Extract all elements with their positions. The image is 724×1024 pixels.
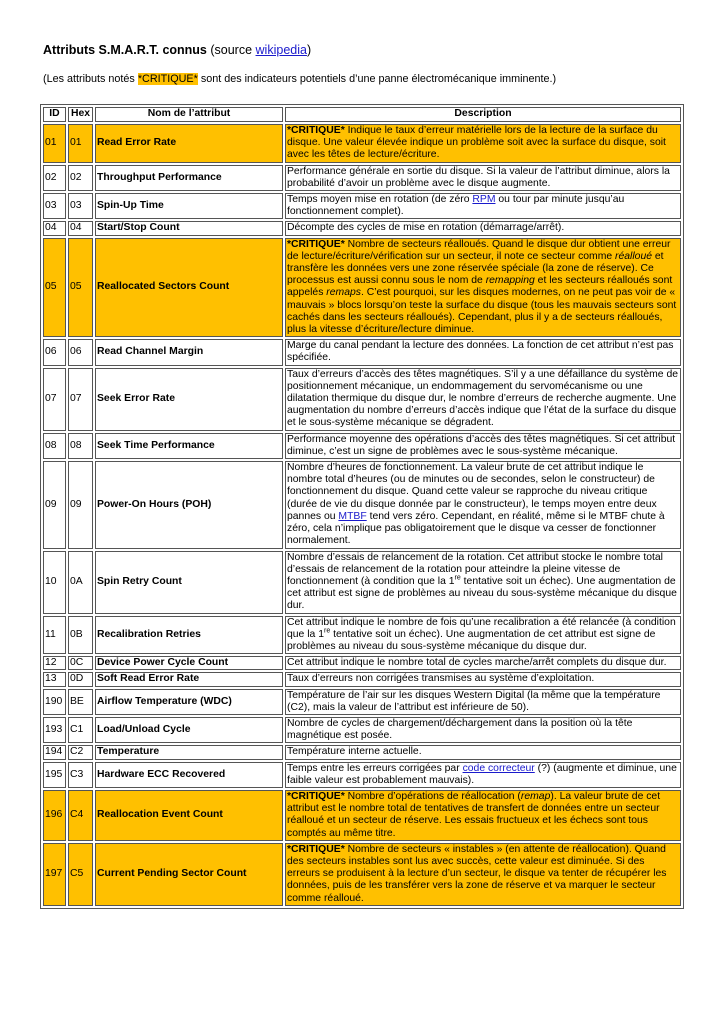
attribute-description-cell: [285, 689, 681, 715]
critical-highlight: *CRITIQUE*: [137, 73, 198, 85]
attribute-id-cell: 13: [43, 672, 66, 686]
attribute-name-cell: Seek Time Performance: [95, 433, 283, 459]
italic-term: remap: [520, 790, 551, 802]
description-text: Température interne actuelle.: [287, 746, 422, 758]
attribute-hex-cell: C5: [68, 843, 93, 906]
description-text: Nombre d’opérations de réallocation (: [344, 790, 521, 802]
description-text: Indique le taux d’erreur matérielle lors de la lecture de la surface du disque. Une valeur élevée indique un problème soit avec la surface du disque, soit avec les têtes de lecture/écriture.: [287, 125, 666, 161]
description-text: Nombre d’essais de relancement de la rotation. Cet attribut stocke le nombre total d’essais de relancement de la rotation pour atteindre la pleine vitesse de fonctionnement (à condition que la 1: [287, 551, 663, 587]
attribute-name-cell: Load/Unload Cycle: [95, 717, 283, 743]
attribute-hex-cell: 06: [68, 339, 93, 365]
table-row: [43, 221, 681, 235]
attribute-id-cell: 08: [43, 433, 66, 459]
description-text: tentative soit un échec). Une augmentation de cet attribut est signe de problèmes au niveau du sous-système mécanique du disque dur.: [287, 628, 656, 652]
attribute-id-cell: 190: [43, 689, 66, 715]
attribute-name-cell: Power-On Hours (POH): [95, 461, 283, 548]
attribute-hex-cell: 01: [68, 124, 93, 163]
table-row: [43, 762, 681, 788]
table-row: [43, 843, 681, 906]
description-text: Nombre d’heures de fonctionnement. La valeur brute de cet attribut indique le nombre total d’heures (ou de minutes ou de secondes, selon le constructeur) de fonctionnement du disque. Quand cette valeur se rapproche du niveau critique (durée de vie du disque donnée par le constructeur), le temps moyen entre deux pannes ou: [287, 462, 657, 522]
description-text: Taux d’erreurs non corrigées transmises au système d’exploitation.: [287, 673, 595, 685]
attribute-hex-cell: 09: [68, 461, 93, 548]
source-prefix: (source: [206, 43, 256, 57]
attribute-description-cell: [285, 717, 681, 743]
header-id: ID: [43, 107, 66, 122]
table-row: [43, 745, 681, 759]
table-row: [43, 165, 681, 191]
table-row: [43, 193, 681, 219]
attribute-hex-cell: 0A: [68, 551, 93, 614]
attribute-description-cell: [285, 551, 681, 614]
critical-label: *CRITIQUE*: [287, 238, 345, 250]
description-text: Marge du canal pendant la lecture des données. La fonction de cet attribut n’est pas spécifiée.: [287, 340, 674, 364]
attribute-id-cell: 11: [43, 616, 66, 655]
attribute-description-cell: [285, 672, 681, 686]
critical-label: *CRITIQUE*: [287, 790, 345, 802]
source-suffix: ): [306, 43, 312, 57]
attribute-name-cell: Throughput Performance: [95, 165, 283, 191]
description-text: . C’est pourquoi, sur les disques modernes, on ne peut pas voir de « mauvais » blocs lorsqu’on teste la surface du disque (tous les mauvais secteurs sont cachés dans les secteurs réalloués). Cependant, plus il y a de secteurs réalloués, plus la vitesse d’écriture/lecture diminue.: [287, 287, 677, 336]
header-hex: Hex: [68, 107, 93, 122]
attribute-hex-cell: 0B: [68, 616, 93, 655]
attribute-description-cell: [285, 433, 681, 459]
description-link[interactable]: RPM: [472, 194, 496, 206]
attribute-hex-cell: C4: [68, 790, 93, 841]
description-link[interactable]: code correcteur: [462, 762, 535, 774]
table-header-row: [43, 107, 681, 122]
title-text: Attributs S.M.A.R.T. connus: [43, 43, 207, 57]
description-text: ou tour par minute jusqu’au fonctionnement complet).: [287, 194, 625, 218]
table-row: [43, 238, 681, 338]
attribute-id-cell: 05: [43, 238, 66, 338]
attribute-hex-cell: 08: [68, 433, 93, 459]
attribute-name-cell: Read Channel Margin: [95, 339, 283, 365]
description-text: et les secteurs réalloués sont appelés: [287, 275, 673, 299]
attribute-name-cell: Hardware ECC Recovered: [95, 762, 283, 788]
description-text: Décompte des cycles de mise en rotation (démarrage/arrêt).: [287, 222, 565, 234]
attribute-description-cell: [285, 745, 681, 759]
attribute-hex-cell: 07: [68, 368, 93, 431]
description-text: Nombre de secteurs réalloués. Quand le disque dur obtient une erreur de lecture/écriture/vérification sur un secteur, il note ce secteur comme: [287, 238, 671, 262]
critical-note: [43, 73, 556, 85]
attribute-name-cell: Device Power Cycle Count: [95, 656, 283, 670]
attribute-description-cell: [285, 238, 681, 338]
header-description: Description: [285, 107, 681, 122]
attribute-hex-cell: C3: [68, 762, 93, 788]
table-row: [43, 339, 681, 365]
table-row: [43, 672, 681, 686]
description-text: Nombre de secteurs « instables » (en attente de réallocation). Quand des secteurs instables sont lus avec succès, cette valeur est diminuée. Si des erreurs se produisent à la lecture d’un secteur, le disque va tenter de récupérer les données, puis de les transférer vers la zone de réserve et va marquer le secteur comme réalloué.: [287, 843, 667, 904]
attribute-description-cell: [285, 339, 681, 365]
description-text: Performance générale en sortie du disque. Si la valeur de l’attribut diminue, alors la probabilité d’avoir un problème avec le disque augmente.: [287, 165, 670, 189]
attribute-hex-cell: BE: [68, 689, 93, 715]
attribute-name-cell: Airflow Temperature (WDC): [95, 689, 283, 715]
attribute-name-cell: Temperature: [95, 745, 283, 759]
attribute-id-cell: 04: [43, 221, 66, 235]
attribute-id-cell: 10: [43, 551, 66, 614]
description-link[interactable]: MTBF: [338, 510, 367, 522]
attribute-description-cell: [285, 368, 681, 431]
attribute-description-cell: [285, 843, 681, 906]
description-text: Temps entre les erreurs corrigées par: [287, 762, 463, 774]
attribute-name-cell: Recalibration Retries: [95, 616, 283, 655]
attribute-description-cell: [285, 124, 681, 163]
attribute-id-cell: 195: [43, 762, 66, 788]
table-row: [43, 368, 681, 431]
attribute-id-cell: 09: [43, 461, 66, 548]
table-body: [43, 124, 681, 906]
attribute-id-cell: 196: [43, 790, 66, 841]
table-row: [43, 551, 681, 614]
description-text: et transfère les données vers une zone réservée spéciale (la zone de réserve). Ce processus est aussi connu sous le nom de: [287, 250, 664, 287]
italic-term: remapping: [485, 275, 535, 287]
attribute-hex-cell: 03: [68, 193, 93, 219]
description-text: Nombre de cycles de chargement/déchargement dans la position où la tête magnétique est posée.: [287, 717, 633, 742]
description-text: tend vers zéro. Cependant, en réalité, même si le MTBF chute à zéro, cela n’implique pas obligatoirement que le disque va cesser de fonctionner normalement.: [287, 510, 665, 547]
attribute-hex-cell: C1: [68, 717, 93, 743]
wikipedia-link[interactable]: wikipedia: [255, 43, 307, 57]
attribute-description-cell: [285, 656, 681, 670]
attribute-name-cell: Reallocated Sectors Count: [95, 238, 283, 338]
description-text: Taux d’erreurs d’accès des têtes magnétiques. S’il y a une défaillance du système de positionnement mécanique, un endommagement du servomécanisme ou une dilatation thermique du disque dur, le nombre d’erreurs de recherche augmente. Une augmentation du nombre d’erreurs d’accès indique que l’état de la surface du disque et le sous-système mécanique se dégradent.: [287, 368, 679, 429]
note-prefix: (Les attributs notés: [43, 73, 138, 85]
table-row: [43, 717, 681, 743]
header-name: Nom de l’attribut: [95, 107, 283, 122]
superscript-text: re: [454, 574, 461, 582]
attribute-hex-cell: 05: [68, 238, 93, 338]
table-row: [43, 656, 681, 670]
table-row: [43, 461, 681, 548]
attribute-hex-cell: 02: [68, 165, 93, 191]
description-text: tentative soit un échec). Une augmentation de cet attribut est signe de problèmes au niveau du sous-système mécanique du disque dur.: [287, 575, 677, 612]
table-row: [43, 433, 681, 459]
attribute-id-cell: 03: [43, 193, 66, 219]
attribute-name-cell: Current Pending Sector Count: [95, 843, 283, 906]
attribute-name-cell: Seek Error Rate: [95, 368, 283, 431]
attribute-id-cell: 06: [43, 339, 66, 365]
page-title: [43, 43, 311, 57]
superscript-text: re: [323, 627, 331, 635]
critical-label: *CRITIQUE*: [287, 843, 345, 855]
italic-term: réalloué: [615, 250, 653, 262]
attribute-hex-cell: 0D: [68, 672, 93, 686]
description-text: (?) (augmente et diminue, une faible valeur est probablement mauvais).: [287, 762, 677, 786]
attribute-id-cell: 193: [43, 717, 66, 743]
attribute-id-cell: 194: [43, 745, 66, 759]
attribute-id-cell: 197: [43, 843, 66, 906]
attribute-description-cell: [285, 790, 681, 841]
description-text: Temps moyen mise en rotation (de zéro: [287, 194, 473, 206]
smart-attributes-table: [40, 104, 684, 909]
italic-term: remaps: [326, 287, 361, 299]
attribute-name-cell: Soft Read Error Rate: [95, 672, 283, 686]
description-text: ). La valeur brute de cet attribut est le nombre total de tentatives de transfert de données entre un secteur réalloué et un secteur de réserve. Les essais fructueux et les échecs sont tous comptés au même titre.: [287, 790, 661, 839]
attribute-hex-cell: C2: [68, 745, 93, 759]
description-text: Cet attribut indique le nombre de fois qu’une recalibration a été relancée (à condition que la 1: [287, 616, 676, 640]
attribute-name-cell: Spin-Up Time: [95, 193, 283, 219]
attribute-hex-cell: 04: [68, 221, 93, 235]
attribute-id-cell: 12: [43, 656, 66, 670]
note-suffix: sont des indicateurs potentiels d’une panne électromécanique imminente.): [197, 73, 557, 85]
attribute-id-cell: 02: [43, 165, 66, 191]
attribute-name-cell: Spin Retry Count: [95, 551, 283, 614]
attribute-description-cell: [285, 461, 681, 548]
attribute-hex-cell: 0C: [68, 656, 93, 670]
description-text: Température de l’air sur les disques Western Digital (la même que la température (C2), mais la valeur de l’attribut est inférieure de 50).: [287, 689, 661, 713]
table-row: [43, 689, 681, 715]
attribute-name-cell: Read Error Rate: [95, 124, 283, 163]
attribute-description-cell: [285, 193, 681, 219]
attribute-description-cell: [285, 221, 681, 235]
description-text: Performance moyenne des opérations d’accès des têtes magnétiques. Si cet attribut diminue, c’est un signe de problèmes avec le sous-système mécanique.: [287, 433, 676, 457]
attribute-description-cell: [285, 165, 681, 191]
table-row: [43, 790, 681, 841]
attribute-description-cell: [285, 616, 681, 655]
critical-label: *CRITIQUE*: [287, 125, 345, 136]
attribute-description-cell: [285, 762, 681, 788]
attribute-id-cell: 07: [43, 368, 66, 431]
description-text: Cet attribut indique le nombre total de cycles marche/arrêt complets du disque dur.: [287, 657, 667, 669]
attribute-name-cell: Reallocation Event Count: [95, 790, 283, 841]
attribute-name-cell: Start/Stop Count: [95, 221, 283, 235]
attribute-id-cell: 01: [43, 124, 66, 163]
table-row: [43, 124, 681, 163]
table-row: [43, 616, 681, 655]
